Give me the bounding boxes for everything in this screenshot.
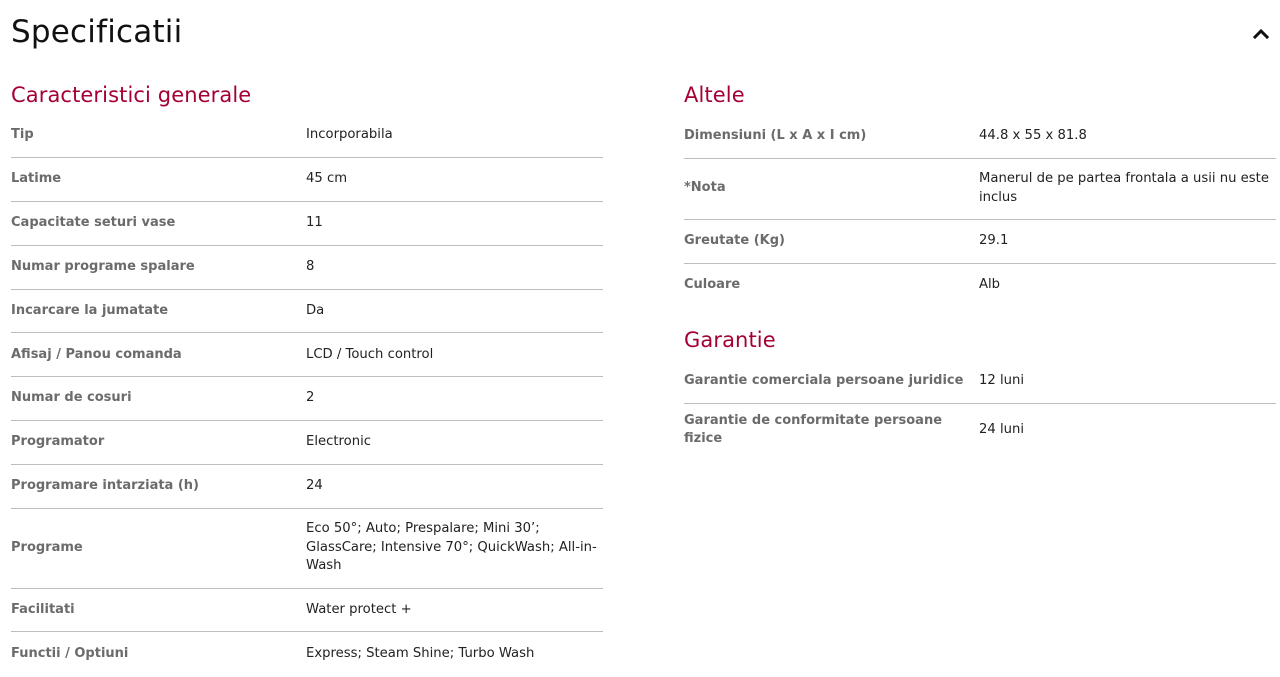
spec-label: Programator <box>11 434 105 450</box>
spec-value: 11 <box>306 215 323 231</box>
table-row <box>11 245 603 289</box>
page-title: Specificatii <box>11 14 183 50</box>
table-row <box>11 464 603 508</box>
spec-label: Functii / Optiuni <box>11 645 129 661</box>
other-column <box>684 78 1276 457</box>
spec-label: Programare intarziata (h) <box>11 478 199 494</box>
table-row <box>684 263 1276 307</box>
spec-label: Garantie comerciala persoane juridice <box>684 372 964 388</box>
table-row <box>11 632 603 676</box>
table-row <box>11 289 603 333</box>
garantie-block <box>684 323 1276 457</box>
spec-table-altele <box>684 114 1276 307</box>
general-column <box>11 78 603 676</box>
spec-value: 8 <box>306 259 315 275</box>
table-row <box>11 377 603 421</box>
spec-value: 29.1 <box>979 232 1009 248</box>
spec-value: 24 <box>306 478 323 494</box>
table-row <box>11 508 603 588</box>
spec-value: 12 luni <box>979 372 1025 388</box>
spec-table-general <box>11 114 603 676</box>
specifications-header <box>11 8 1280 56</box>
spec-label: Facilitati <box>11 601 75 617</box>
spec-label: Latime <box>11 171 62 187</box>
spec-label: Programe <box>11 539 83 555</box>
spec-value: Manerul de pe partea frontala a usii nu este inclus <box>979 171 1269 205</box>
spec-label: Capacitate seturi vase <box>11 215 176 231</box>
section-title-garantie: Garantie <box>684 328 776 352</box>
table-row <box>11 114 603 158</box>
spec-value: 44.8 x 55 x 81.8 <box>979 127 1087 143</box>
spec-value: Da <box>306 302 325 318</box>
section-title-general: Caracteristici generale <box>11 83 252 107</box>
spec-label: Garantie de conformitate persoane fizice <box>684 412 943 446</box>
spec-value: Electronic <box>306 434 372 450</box>
table-row <box>11 158 603 202</box>
spec-label: Incarcare la jumatate <box>11 302 169 318</box>
spec-value: 24 luni <box>979 421 1025 437</box>
spec-label: Tip <box>11 127 34 143</box>
table-row <box>11 421 603 465</box>
spec-label: Afisaj / Panou comanda <box>11 346 182 362</box>
spec-value: Express; Steam Shine; Turbo Wash <box>306 645 535 661</box>
spec-value: Alb <box>979 277 1001 292</box>
spec-value: Incorporabila <box>306 127 393 143</box>
table-row <box>11 333 603 377</box>
table-row <box>11 588 603 632</box>
table-row <box>684 219 1276 263</box>
table-row <box>684 359 1276 403</box>
spec-label: Numar de cosuri <box>11 390 132 406</box>
spec-value: Eco 50°; Auto; Prespalare; Mini 30’; GlassCare; Intensive 70°; QuickWash; All-in-Wash <box>306 521 597 574</box>
spec-value: Water protect + <box>306 601 412 617</box>
spec-value: 45 cm <box>306 171 348 187</box>
table-row <box>684 114 1276 158</box>
spec-label: Greutate (Kg) <box>684 232 785 248</box>
spec-label: *Nota <box>684 180 726 196</box>
spec-value: LCD / Touch control <box>306 346 434 362</box>
spec-table-garantie <box>684 359 1276 457</box>
section-title-altele: Altele <box>684 83 745 107</box>
spec-label: Culoare <box>684 277 741 292</box>
collapse-button[interactable] <box>1250 22 1272 44</box>
table-row <box>684 158 1276 219</box>
spec-label: Numar programe spalare <box>11 259 195 275</box>
spec-value: 2 <box>306 390 315 406</box>
spec-label: Dimensiuni (L x A x I cm) <box>684 127 867 143</box>
table-row <box>11 202 603 246</box>
chevron-up-icon <box>1253 28 1269 39</box>
table-row <box>684 403 1276 457</box>
